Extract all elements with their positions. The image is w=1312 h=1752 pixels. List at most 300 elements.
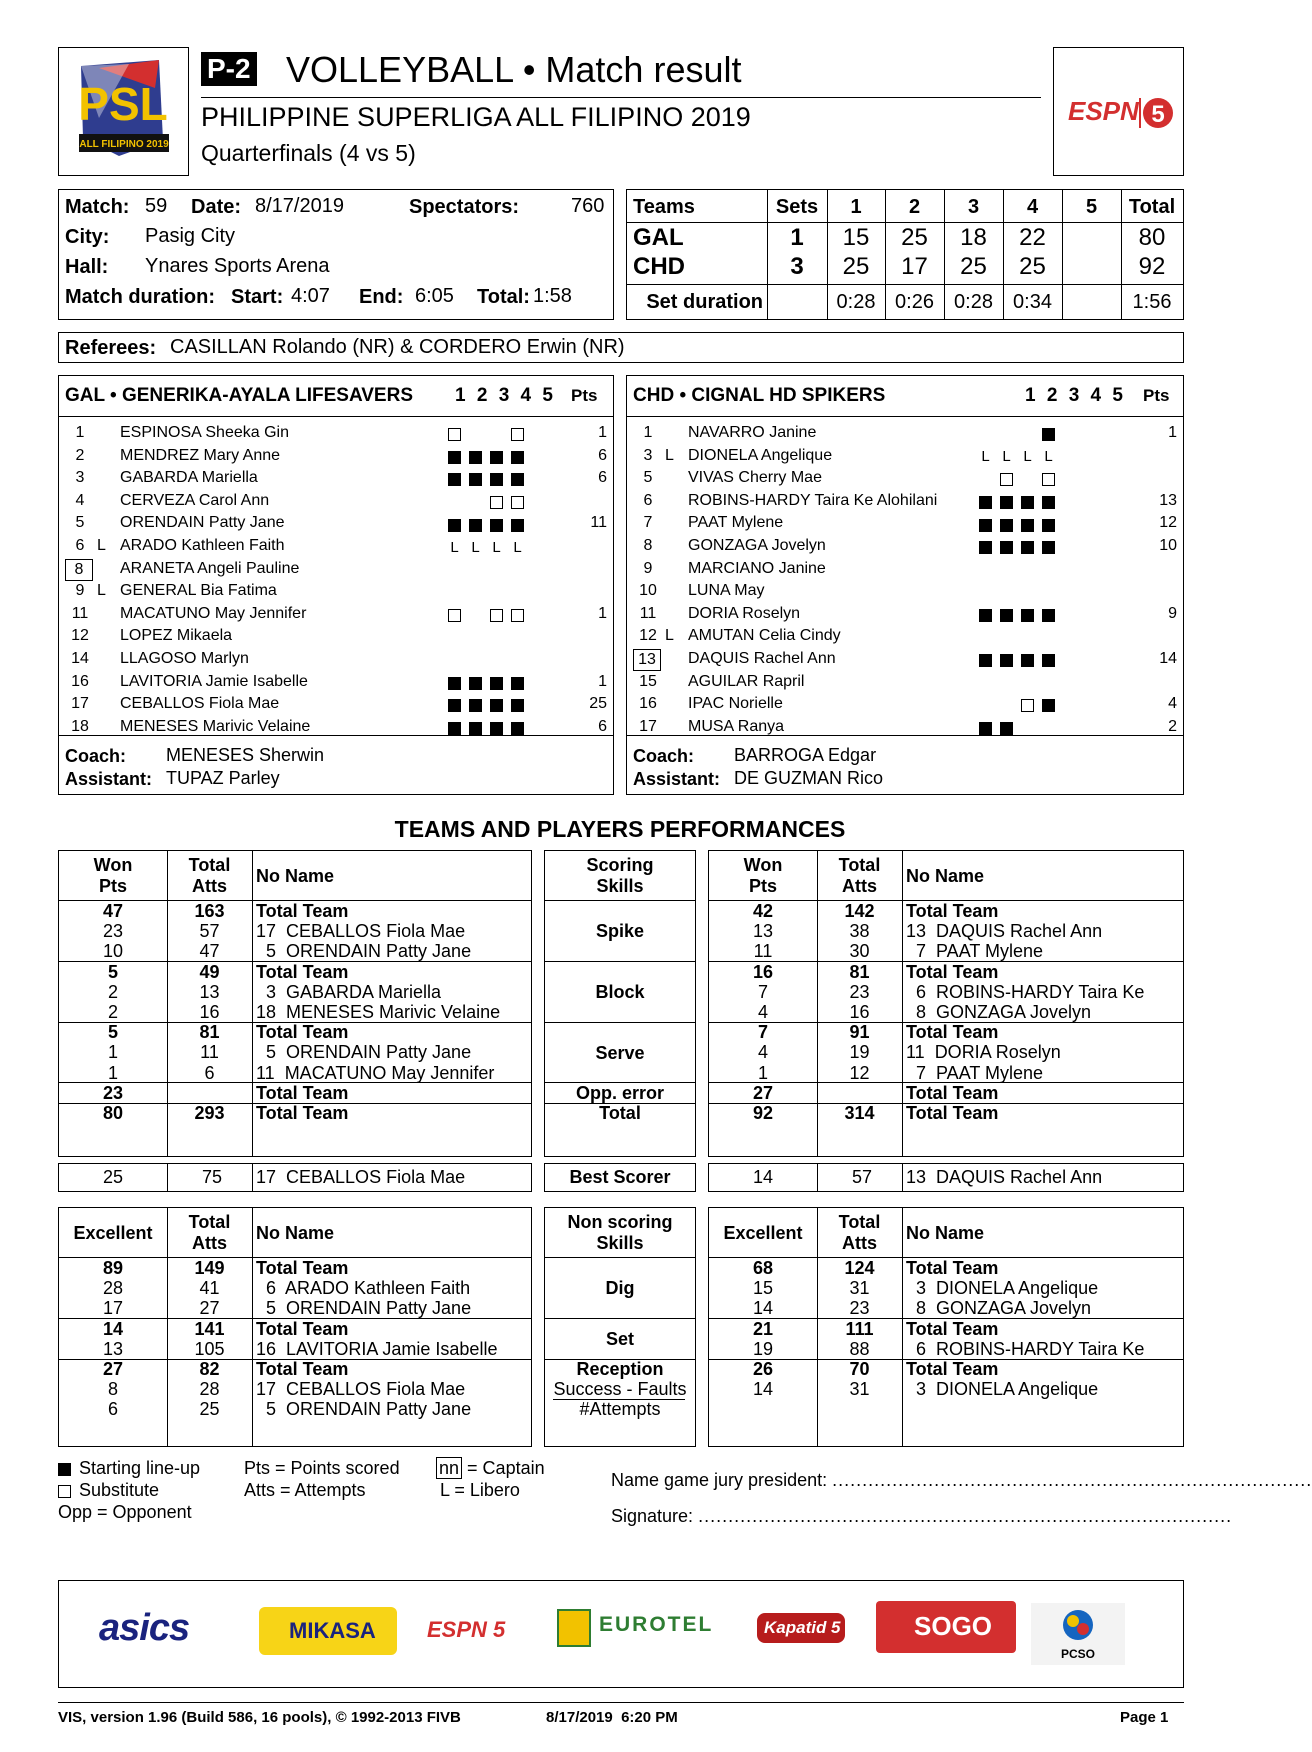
player-value: 1 [107, 1042, 118, 1063]
referees-box: Referees: CASILLAN Rolando (NR) & CORDERO Erwin (NR) [58, 332, 1184, 363]
substitute-square-icon [490, 496, 503, 509]
player-value: 23 [102, 921, 124, 942]
player-name: AGUILAR Rapril [688, 672, 805, 690]
starter-square-icon [1042, 654, 1055, 667]
player-value: 4 [757, 1042, 768, 1063]
set-participation [979, 449, 1063, 467]
team-total-value: 14 [102, 1318, 124, 1339]
header-total: Total [188, 855, 231, 875]
player-number: 11 [639, 604, 657, 622]
set-participation [979, 539, 1063, 557]
header-won: Won [93, 855, 133, 875]
chd-roster: CHD • CIGNAL HD SPIKERS 1 2 3 4 5 Pts 1 NAVARRO Janine 1 3 L DIONELA Angelique L L L L 5 VIVAS Cherry Mae 6 ROBINS-HARDY Taira Ke Alohilani 13 7 PAAT Mylene 12 8 GONZAGA Jovelyn 10 9 MARCIANO Janine 10 LUNA May 11 DORIA Roselyn 9 12 L AMUTAN Celia Cindy 13 DAQUIS Rachel Ann 14 15 AGUILAR Rapril 16 IPAC Norielle 4 17 MUSA Ranya 2 Coach: BARROGA Edgar Assistant: DE GUZMAN Rico [626, 375, 1184, 795]
substitute-square-icon [490, 609, 503, 622]
blank-set-slot [979, 473, 992, 486]
starter-square-icon [448, 722, 461, 735]
player-attempts: 16 [199, 1002, 220, 1022]
starter-square-icon [1000, 654, 1013, 667]
player-row [59, 446, 613, 468]
skill-label: Opp. error [575, 1082, 664, 1103]
player-name: DORIA Roselyn [688, 604, 801, 622]
player-attempts: 31 [849, 1278, 870, 1299]
player-value: 14 [752, 1298, 774, 1319]
set-participation [979, 607, 1063, 625]
starter-square-icon [1000, 519, 1013, 532]
player-name: MARCIANO Janine [688, 559, 826, 577]
header-excellent: Excellent [73, 1223, 153, 1243]
player-row [59, 468, 613, 490]
player-row [59, 513, 613, 535]
starter-square-icon [511, 519, 524, 532]
player-name: LAVITORIA Jamie Isabelle [120, 672, 308, 690]
player-attempts: 23 [849, 981, 870, 1002]
set-participation [448, 471, 532, 489]
player-number: 12 [639, 627, 657, 645]
player-number: 6 [643, 491, 653, 509]
starter-square-icon [469, 722, 482, 735]
starter-square-icon [1042, 428, 1055, 441]
team-total-value: 23 [102, 1082, 124, 1103]
set-participation [448, 539, 532, 557]
team-total-attempts: 163 [194, 901, 225, 921]
player-number: 17 [639, 717, 657, 735]
svg-text:5: 5 [1151, 101, 1165, 128]
player-row [59, 649, 613, 671]
player-value: 2 [107, 1002, 118, 1022]
player-value: 17 [102, 1298, 124, 1319]
player-row [627, 559, 1183, 581]
player-number: 18 [71, 717, 89, 735]
player-name: MUSA Ranya [688, 717, 785, 735]
team-total-label: Total Team [906, 901, 999, 921]
team-total-label: Total Team [256, 961, 349, 982]
player-points: 11 [590, 514, 607, 532]
player-name: LOPEZ Mikaela [120, 627, 233, 645]
starter-square-icon [511, 699, 524, 712]
player-row [59, 491, 613, 513]
player-attempts: 27 [199, 1298, 220, 1319]
match-info-box: Match: 59 Date: 8/17/2019 Spectators: 760 City: Pasig City Hall: Ynares Sports Arena Match duration: Start: 4:07 End: 6:05 Total: 1:58 [58, 189, 614, 320]
player-number: 5 [643, 469, 653, 487]
starter-square-icon [1042, 609, 1055, 622]
player-attempts: 6 [204, 1062, 215, 1083]
player-attempts: 57 [199, 921, 220, 942]
team-total-label: Total Team [256, 1318, 349, 1339]
player-number: 17 [71, 695, 89, 713]
header-atts: Atts [192, 876, 227, 896]
player-row [59, 672, 613, 694]
player-attempts: 47 [199, 941, 220, 962]
footer-version: VIS, version 1.96 (Build 586, 16 pools), © 1992-2013 FIVB [58, 1709, 461, 1726]
team-total-label: Total Team [256, 1082, 349, 1103]
starter-square-icon [469, 519, 482, 532]
libero-marker: L [665, 627, 674, 645]
header-excellent: Excellent [723, 1223, 803, 1243]
player-points: 1 [598, 604, 607, 622]
player-points: 4 [1168, 695, 1177, 713]
skills-header-2: Skills [596, 876, 644, 896]
player-name: DIONELA Angelique [688, 446, 833, 464]
player-name: NAVARRO Janine [688, 424, 817, 441]
starter-square-icon [1042, 496, 1055, 509]
team-total-label: Total Team [906, 1022, 999, 1043]
player-points: 1 [598, 424, 607, 441]
starting-square-icon [58, 1463, 71, 1476]
substitute-square-icon [58, 1485, 71, 1498]
player-row [59, 694, 613, 716]
player-attempts: 31 [849, 1379, 870, 1400]
libero-set-mark: L [513, 538, 522, 556]
player-attempts: 38 [849, 921, 870, 942]
player-value: 19 [752, 1338, 774, 1359]
player-name: MACATUNO May Jennifer [120, 604, 307, 622]
starter-square-icon [1000, 609, 1013, 622]
svg-text:ALL FILIPINO 2019: ALL FILIPINO 2019 [79, 139, 169, 150]
skill-label: Serve [595, 1042, 645, 1063]
blank-set-slot [979, 428, 992, 441]
player-attempts: 19 [849, 1042, 870, 1063]
player-points: 6 [598, 446, 607, 464]
set-participation [448, 675, 532, 693]
player-row [627, 423, 1183, 445]
team-total-attempts: 124 [844, 1258, 875, 1278]
header-no-name: No Name [256, 866, 335, 886]
skill-label: Spike [595, 921, 645, 942]
player-name: 3 DIONELA Angelique [906, 1278, 1099, 1299]
player-name: AMUTAN Celia Cindy [688, 627, 841, 645]
player-name: 18 MENESES Marivic Velaine [256, 1002, 501, 1022]
player-attempts: 41 [199, 1278, 220, 1299]
team-total-attempts: 82 [199, 1359, 220, 1379]
libero-set-mark: L [1023, 448, 1032, 466]
team-total-attempts: 81 [849, 961, 870, 982]
blank-set-slot [1021, 428, 1034, 441]
header-atts: Atts [192, 1233, 227, 1253]
player-row [627, 581, 1183, 603]
blank-set-slot [469, 496, 482, 509]
set-participation [979, 494, 1063, 512]
team-total-attempts: 314 [844, 1103, 875, 1123]
player-attempts: 23 [849, 1298, 870, 1319]
header-won: Won [743, 855, 783, 875]
starter-square-icon [1042, 699, 1055, 712]
team-total-attempts: 142 [844, 901, 875, 921]
blank-set-slot [979, 699, 992, 712]
player-value: 6 [107, 1399, 118, 1420]
player-points: 25 [589, 695, 607, 713]
player-name: ARADO Kathleen Faith [120, 537, 285, 554]
starter-square-icon [448, 451, 461, 464]
player-name: 13 DAQUIS Rachel Ann [906, 921, 1103, 942]
player-row [627, 604, 1183, 626]
svg-text:PSL: PSL [78, 78, 168, 130]
libero-set-mark: L [981, 448, 990, 466]
starter-square-icon [448, 473, 461, 486]
team-total-value: 16 [752, 961, 774, 982]
starter-square-icon [511, 722, 524, 735]
starter-square-icon [1021, 541, 1034, 554]
player-attempts: 16 [849, 1002, 870, 1022]
player-number: 2 [75, 446, 85, 464]
sponsor-pcso: PCSO [1031, 1603, 1125, 1665]
team-total-attempts: 70 [849, 1359, 870, 1379]
player-name: 5 ORENDAIN Patty Jane [256, 1399, 472, 1420]
player-name: MENDREZ Mary Anne [120, 446, 281, 464]
player-value: 1 [107, 1062, 118, 1083]
player-points: 13 [1159, 491, 1177, 509]
player-row [627, 468, 1183, 490]
skill-sub-label: #Attempts [579, 1399, 661, 1420]
set-participation [979, 471, 1063, 489]
header-total: Total [838, 1212, 881, 1232]
substitute-square-icon [511, 428, 524, 441]
substitute-square-icon [448, 428, 461, 441]
starter-square-icon [490, 451, 503, 464]
footer-printed: 8/17/2019 6:20 PM [546, 1709, 678, 1726]
starter-square-icon [511, 473, 524, 486]
gal-nonscoring-table [58, 1207, 532, 1447]
starter-square-icon [469, 473, 482, 486]
player-number: 5 [75, 514, 85, 532]
player-number: 16 [71, 672, 89, 690]
starter-square-icon [448, 699, 461, 712]
player-row [59, 581, 613, 603]
player-row [627, 536, 1183, 558]
starter-square-icon [448, 677, 461, 690]
player-value: 2 [107, 981, 118, 1002]
player-number: 9 [75, 582, 85, 600]
player-name: GONZAGA Jovelyn [688, 537, 826, 554]
captain-number: 13 [633, 649, 661, 671]
gal-best-scorer: 25 75 17 CEBALLOS Fiola Mae [58, 1163, 532, 1192]
gal-roster: GAL • GENERIKA-AYALA LIFESAVERS 1 2 3 4 5 Pts 1 ESPINOSA Sheeka Gin 1 2 MENDREZ Mary Anne 6 3 GABARDA Mariella 6 4 CERVEZA Carol Ann 5 ORENDAIN Patty Jane 11 6 L ARADO Kathleen Faith L L L L 8 ARANETA Angeli Pauline 9 L GENERAL Bia Fatima 11 MACATUNO May Jennifer 1 12 LOPEZ Mikaela 14 LLAGOSO Marlyn 16 LAVITORIA Jamie Isabelle 1 17 CEBALLOS Fiola Mae 25 18 MENESES Marivic Velaine 6 Coach: MENESES Sherwin Assistant: TUPAZ Parley [58, 375, 614, 795]
player-row [627, 513, 1183, 535]
signature: Signature: ......................................................................................... [611, 1506, 1233, 1526]
team-total-label: Total Team [256, 1359, 349, 1379]
page-code: P-2 [201, 52, 257, 86]
starter-square-icon [1000, 541, 1013, 554]
player-name: 5 ORENDAIN Patty Jane [256, 1042, 472, 1063]
psl-logo [59, 48, 188, 175]
best-scorer-label: Best Scorer [544, 1163, 696, 1192]
starter-square-icon [511, 677, 524, 690]
player-name: VIVAS Cherry Mae [688, 469, 822, 487]
set-participation [448, 449, 532, 467]
player-name: IPAC Norielle [688, 695, 783, 713]
team-total-attempts: 141 [194, 1318, 225, 1339]
team-total-attempts: 149 [194, 1258, 225, 1278]
footer-page: Page 1 [1120, 1709, 1169, 1726]
player-name: 5 ORENDAIN Patty Jane [256, 941, 472, 962]
player-number: 12 [71, 627, 89, 645]
player-value: 13 [752, 921, 774, 942]
team-total-value: 26 [752, 1359, 774, 1379]
performances-title: TEAMS AND PLAYERS PERFORMANCES [394, 816, 846, 842]
skill-label: Set [605, 1328, 634, 1349]
blank-set-slot [1000, 699, 1013, 712]
set-participation [979, 652, 1063, 670]
player-value: 8 [107, 1379, 118, 1400]
starter-square-icon [1000, 496, 1013, 509]
starter-square-icon [979, 722, 992, 735]
player-attempts: 25 [199, 1399, 220, 1420]
player-attempts: 12 [849, 1062, 870, 1083]
starter-square-icon [979, 519, 992, 532]
player-number: 16 [639, 695, 657, 713]
team-total-value: 7 [757, 1022, 768, 1043]
player-name: 7 PAAT Mylene [906, 1062, 1044, 1083]
player-name: 11 MACATUNO May Jennifer [256, 1062, 495, 1083]
substitute-square-icon [1021, 699, 1034, 712]
player-row [627, 672, 1183, 694]
player-name: 3 DIONELA Angelique [906, 1379, 1099, 1400]
starter-square-icon [1000, 722, 1013, 735]
player-points: 6 [598, 469, 607, 487]
svg-text:ESPN: ESPN [1068, 96, 1139, 126]
set-participation [979, 426, 1063, 444]
starter-square-icon [1021, 654, 1034, 667]
player-name: CEBALLOS Fiola Mae [120, 695, 280, 713]
team-total-value: 27 [752, 1082, 774, 1103]
player-name: ARANETA Angeli Pauline [120, 559, 300, 577]
broadcaster-logo-box [1053, 47, 1184, 176]
player-points: 10 [1159, 537, 1177, 554]
player-row [59, 559, 613, 581]
skill-label: Reception [576, 1359, 664, 1379]
player-number: 6 [75, 537, 85, 554]
skills-header-1: Non scoring [567, 1212, 673, 1232]
set-participation [448, 607, 532, 625]
team-total-label: Total Team [906, 961, 999, 982]
team-total-value: 42 [752, 901, 774, 921]
header-pts: Pts [98, 876, 127, 896]
libero-set-mark: L [450, 538, 459, 556]
player-name: ORENDAIN Patty Jane [120, 514, 285, 532]
player-number: 8 [643, 537, 653, 554]
player-number: 10 [639, 582, 657, 600]
team-total-value: 27 [102, 1359, 124, 1379]
starter-square-icon [1042, 541, 1055, 554]
team-total-label: Total Team [906, 1082, 999, 1103]
player-number: 3 [75, 469, 85, 487]
libero-marker: L [97, 537, 106, 554]
player-name: GABARDA Mariella [120, 469, 258, 487]
player-name: LLAGOSO Marlyn [120, 650, 249, 667]
chd-best-scorer: 14 57 13 DAQUIS Rachel Ann [708, 1163, 1184, 1192]
skill-label: Block [595, 981, 645, 1002]
starter-square-icon [1021, 496, 1034, 509]
header-total: Total [188, 1212, 231, 1232]
set-participation [448, 426, 532, 444]
player-name: CERVEZA Carol Ann [120, 491, 270, 509]
header-no-name: No Name [256, 1223, 335, 1243]
team-total-value: 5 [107, 1022, 118, 1043]
player-attempts: 11 [200, 1042, 219, 1063]
player-number: 7 [643, 514, 653, 532]
team-total-label: Total Team [256, 901, 349, 921]
player-points: 2 [1168, 717, 1177, 735]
substitute-square-icon [511, 496, 524, 509]
skills-header-1: Scoring [586, 855, 654, 875]
libero-set-mark: L [1002, 448, 1011, 466]
blank-set-slot [448, 496, 461, 509]
set-participation [448, 697, 532, 715]
player-value: 1 [757, 1062, 768, 1083]
team-total-label: Total Team [256, 1022, 349, 1043]
player-points: 14 [1159, 650, 1177, 667]
player-number: 14 [71, 650, 89, 667]
substitute-square-icon [511, 609, 524, 622]
header-no-name: No Name [906, 866, 985, 886]
player-name: ESPINOSA Sheeka Gin [120, 424, 289, 441]
player-name: MENESES Marivic Velaine [120, 717, 311, 735]
team-total-value: 89 [102, 1258, 124, 1278]
skill-label: Total [599, 1103, 641, 1124]
starter-square-icon [1021, 519, 1034, 532]
libero-set-mark: L [1044, 448, 1053, 466]
player-number: 1 [75, 424, 85, 441]
starter-square-icon [469, 699, 482, 712]
starter-square-icon [469, 451, 482, 464]
blank-set-slot [490, 428, 503, 441]
legend: Starting line-up Substitute Opp = Opponent Pts = Points scored Atts = Attempts nn = Captain L = Libero [58, 1458, 545, 1522]
player-name: 16 LAVITORIA Jamie Isabelle [256, 1338, 498, 1359]
player-number: 9 [643, 559, 653, 577]
player-name: 11 DORIA Roselyn [906, 1042, 1061, 1063]
starter-square-icon [511, 451, 524, 464]
team-total-label: Total Team [906, 1359, 999, 1379]
player-number: 11 [71, 604, 89, 622]
phase-name: Quarterfinals (4 vs 5) [201, 140, 416, 166]
team-total-value: 47 [102, 901, 124, 921]
team-total-value: 5 [107, 961, 118, 982]
jury-president: Name game jury president: ................................................................................ [611, 1470, 1312, 1490]
header-no-name: No Name [906, 1223, 985, 1243]
starter-square-icon [469, 677, 482, 690]
player-attempts: 13 [199, 981, 220, 1002]
starter-square-icon [490, 722, 503, 735]
player-name: 6 ROBINS-HARDY Taira Ke [906, 981, 1145, 1002]
skill-sub-label: Success - Faults [553, 1379, 687, 1400]
libero-set-mark: L [471, 538, 480, 556]
team-total-label: Total Team [906, 1318, 999, 1339]
team-total-value: 68 [752, 1258, 774, 1278]
player-name: 8 GONZAGA Jovelyn [906, 1298, 1092, 1319]
skill-label: Dig [605, 1278, 635, 1299]
player-name: 6 ARADO Kathleen Faith [256, 1278, 471, 1299]
player-name: 8 GONZAGA Jovelyn [906, 1002, 1092, 1022]
team-total-label: Total Team [906, 1258, 999, 1278]
header-atts: Atts [842, 1233, 877, 1253]
player-name: LUNA May [688, 582, 765, 600]
substitute-square-icon [1042, 473, 1055, 486]
starter-square-icon [490, 699, 503, 712]
team-total-label: Total Team [256, 1103, 349, 1123]
player-name: ROBINS-HARDY Taira Ke Alohilani [688, 491, 938, 509]
blank-set-slot [1021, 473, 1034, 486]
player-value: 10 [102, 941, 124, 962]
player-name: 17 CEBALLOS Fiola Mae [256, 921, 466, 942]
team-total-value: 92 [752, 1103, 774, 1123]
player-row [627, 649, 1183, 671]
libero-set-mark: L [492, 538, 501, 556]
set-participation [979, 697, 1063, 715]
page-title: VOLLEYBALL • Match result [286, 49, 742, 90]
gal-scoring-table [58, 850, 532, 1157]
player-value: 28 [102, 1278, 124, 1299]
starter-square-icon [1021, 609, 1034, 622]
team-total-label: Total Team [906, 1103, 999, 1123]
